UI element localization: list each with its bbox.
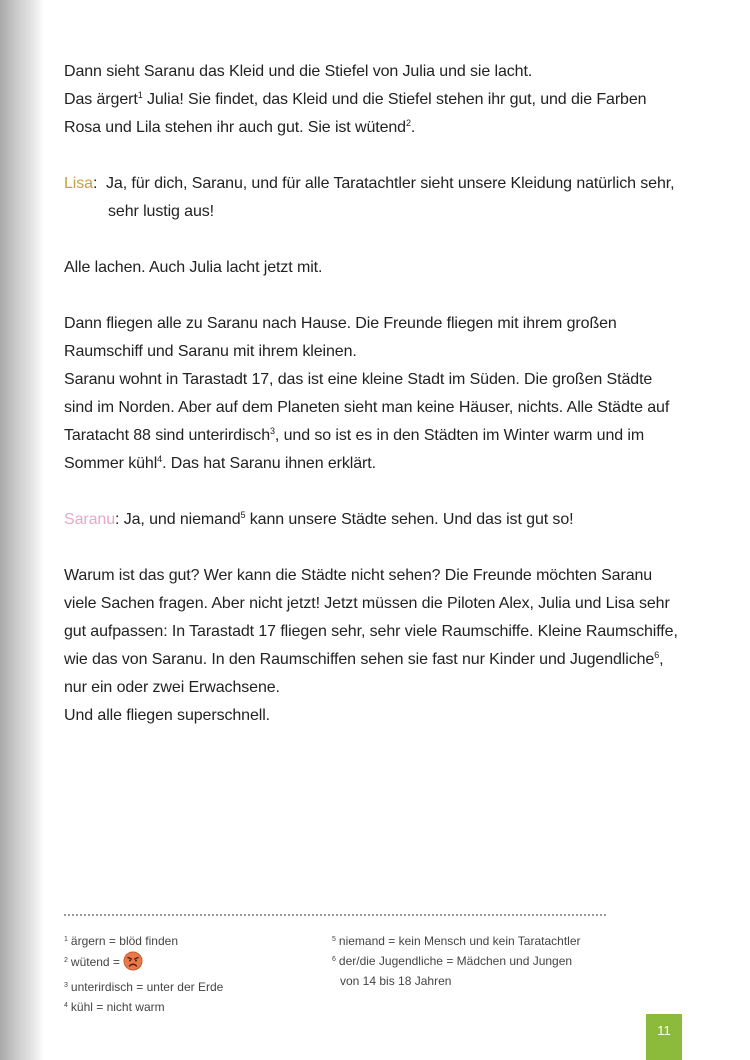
saranu-text-a: Ja, und niemand (123, 511, 241, 528)
footnote-2 (64, 951, 223, 977)
paragraph-1 (64, 58, 684, 142)
footnotes-right (332, 931, 622, 991)
paragraph-4 (64, 310, 684, 478)
p1-text-b: Julia! Sie findet, das Kleid und die Stiefel stehen ihr gut, und die Farben Rosa und Lila stehen ihr auch gut. Sie ist wütend (64, 91, 647, 136)
footnote-3-number: 3 (64, 982, 68, 989)
footnote-1-text: ärgern = blöd finden (70, 934, 178, 948)
footnote-6 (332, 951, 622, 971)
speaker-saranu: Saranu (64, 511, 115, 528)
footnote-ref-4: 4 (157, 454, 163, 464)
footnote-1 (64, 931, 223, 951)
footnote-4 (64, 997, 223, 1017)
footnote-3 (64, 977, 223, 997)
p4-text-b: Saranu wohnt in Tarastadt 17, das ist eine kleine Stadt im Süden. Die großen Städte sind im Norden. Aber auf dem Planeten sieht man keine Häuser, nichts. Alle Städte auf Taratacht 88 sind unterirdisch (64, 371, 670, 444)
lisa-line: Ja, für dich, Saranu, und für alle Taratachtler sieht unsere Kleidung natürlich sehr, sehr lustig aus! (106, 175, 675, 220)
footnote-ref-5: 5 (240, 510, 246, 520)
footnote-6-text: der/die Jugendliche = Mädchen und Jungen (338, 954, 573, 968)
saranu-text-b: kann unsere Städte sehen. Und das ist gut so! (245, 511, 574, 528)
page-number: 11 (646, 1014, 682, 1060)
p6-text-c: Und alle fliegen superschnell. (64, 707, 271, 724)
p6-text-a: Warum ist das gut? Wer kann die Städte nicht sehen? Die Freunde möchten Saranu viele Sachen fragen. Aber nicht jetzt! Jetzt müssen die Piloten Alex, Julia und Lisa sehr gut aufpassen: In Tarastadt 17 fliegen sehr, sehr viele Raumschiffe. Kleine Raumschiffe, wie das von Saranu. In den Raumschiffen sehen sie fast nur Kinder und Jugendliche (64, 567, 678, 668)
footnote-4-number: 4 (64, 1002, 68, 1009)
lisa-speech (64, 170, 684, 226)
angry-face-icon (123, 951, 143, 977)
footnote-2-number: 2 (64, 957, 68, 964)
footnote-divider (64, 914, 606, 916)
p1-text-a: Das ärgert (64, 91, 138, 108)
paragraph-6 (64, 562, 684, 730)
footnote-ref-2: 2 (405, 118, 411, 128)
p4-text-d: . Das hat Saranu ihnen erklärt. (162, 455, 376, 472)
footnote-6-number: 6 (332, 956, 336, 963)
footnote-5-text: niemand = kein Mensch und kein Taratachtler (338, 934, 581, 948)
p1-line1: Dann sieht Saranu das Kleid und die Stiefel von Julia und sie lacht. (64, 63, 533, 80)
footnote-2-text: wütend = (70, 955, 120, 969)
footnote-3-text: unterirdisch = unter der Erde (70, 980, 224, 994)
footnote-5 (332, 931, 622, 951)
footnote-ref-6: 6 (654, 650, 660, 660)
p4-text-c: , und so ist es in den Städten im Winter warm und im Sommer kühl (64, 427, 645, 472)
footnote-4-text: kühl = nicht warm (70, 1000, 165, 1014)
saranu-speech: Saranu: Ja, und niemand$^5$ kann unsere Städte sehen. Und das ist gut so! (64, 510, 574, 528)
footnote-1-number: 1 (64, 936, 68, 943)
p6-text-b: , nur ein oder zwei Erwachsene. (64, 651, 664, 696)
footnote-6-continued: von 14 bis 18 Jahren (340, 974, 452, 988)
book-spine-shadow (0, 0, 44, 1060)
paragraph-3: Alle lachen. Auch Julia lacht jetzt mit. (64, 259, 323, 276)
footnotes-left (64, 931, 223, 1017)
footnote-ref-3: 3 (270, 426, 275, 436)
footnote-5-number: 5 (332, 936, 336, 943)
p1-text-c: . (410, 119, 416, 136)
speaker-lisa: Lisa (64, 175, 93, 192)
lisa-speech-text: Lisa: Ja, für dich, Saranu, und für alle Taratachtler sieht unsere Kleidung natürlich sehr, sehr lustig aus! (64, 175, 675, 220)
footnote-ref-1: 1 (137, 90, 143, 100)
p4-text-a: Dann fliegen alle zu Saranu nach Hause. Die Freunde fliegen mit ihrem großen Raumschiff und Saranu mit ihrem kleinen. (64, 315, 617, 360)
story-text (64, 58, 684, 758)
